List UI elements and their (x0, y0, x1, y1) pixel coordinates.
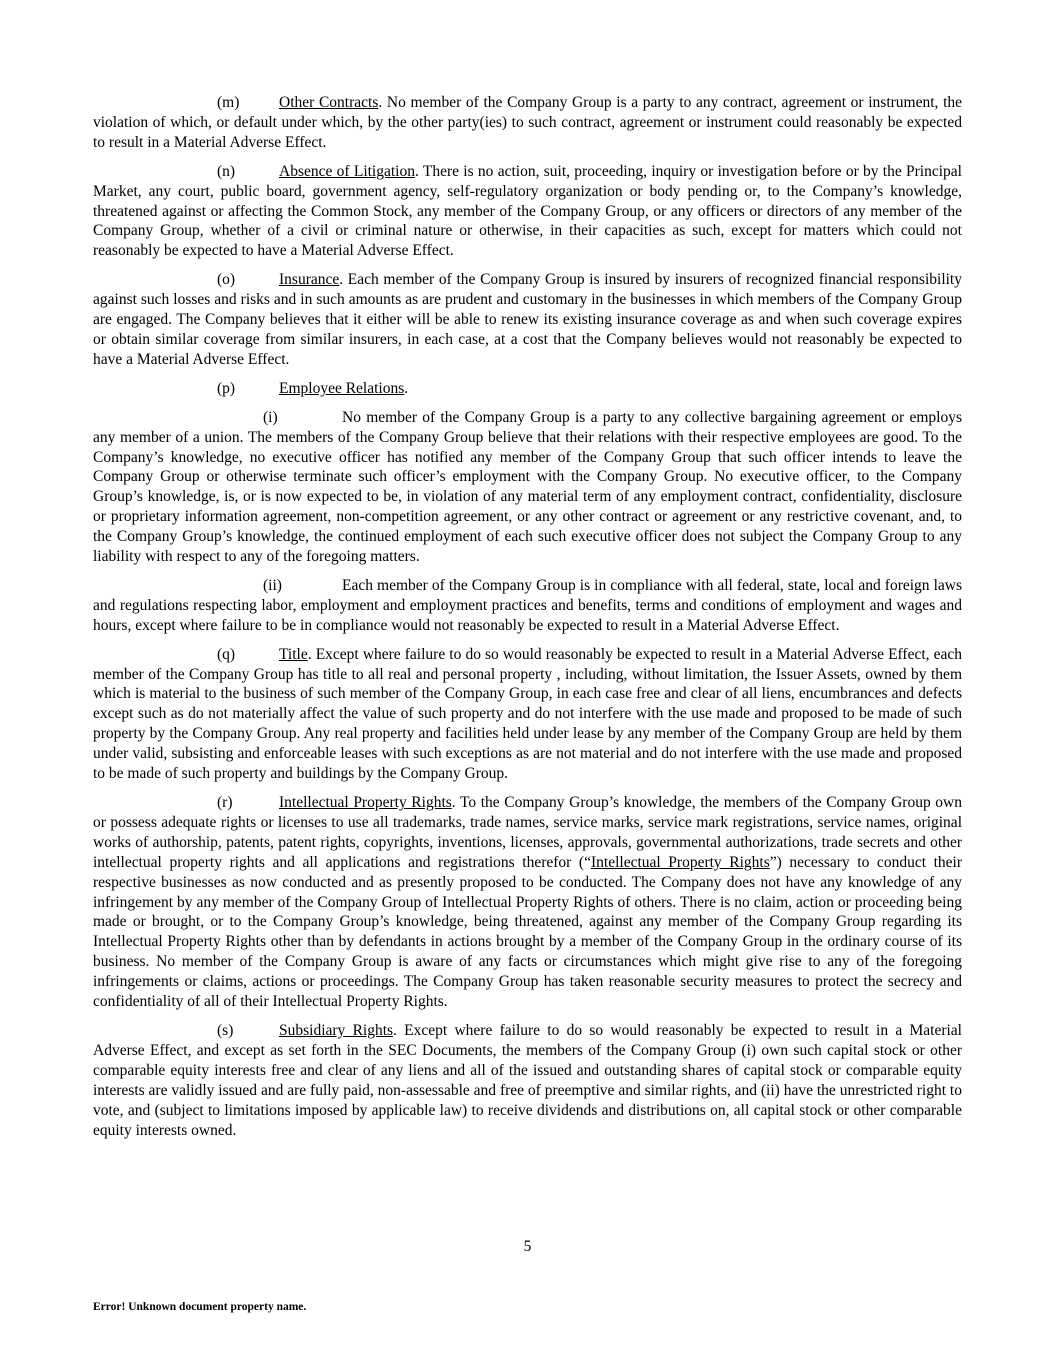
section-p-ii (93, 576, 962, 636)
section-heading: Other Contracts (279, 94, 379, 111)
section-p-i (93, 408, 962, 567)
section-heading: Title (279, 645, 308, 663)
section-text-continued: ”) necessary to conduct their respective businesses as now conducted and as presently proposed to be conducted. The Company does not have any knowledge of any infringement by any member of the Company Group of Intellectual Property Rights of others. There is no claim, action or proceeding being made or brought, or to the Company Group’s knowledge, being threatened, against any member of the Company Group regarding its Intellectual Property Rights other than by defendants in actions brought by a member of the Company Group in the ordinary course of its business. No member of the Company Group is aware of any facts or circumstances which might give rise to any of the foregoing infringements or claims, actions or proceedings. The Company Group has taken reasonable security measures to protect the secrecy and confidentiality of all of their Intellectual Property Rights. (93, 853, 963, 1011)
subsection-text: Each member of the Company Group is in compliance with all federal, state, local and foreign laws and regulations respecting labor, employment and employment practices and benefits, terms and conditions of employment and wages and hours, except where failure to be in compliance would not reasonably be expected to result in a Material Adverse Effect. (93, 576, 962, 634)
section-text: . To the Company Group’s knowledge, the members of the Company Group own or possess adequate rights or licenses to use all trademarks, trade names, service marks, service mark registrations, service names, original works of authorship, patents, patent rights, copyrights, inventions, licenses, approvals, governmental authorizations, trade secrets and other intellectual property rights and all applications and registrations therefor (“ (93, 794, 962, 871)
section-number: (p) (217, 379, 236, 397)
section-heading: Subsidiary Rights (279, 1021, 394, 1039)
section-number: (s) (217, 1021, 234, 1039)
section-o (93, 270, 962, 370)
section-number: (r) (217, 794, 233, 811)
section-n (93, 162, 962, 262)
section-s (93, 1021, 962, 1140)
footer-text: Error! Unknown document property name. (93, 1301, 307, 1313)
section-m (93, 93, 962, 153)
section-number: (o) (217, 271, 236, 289)
page-number: 5 (523, 1238, 532, 1255)
section-text: . Except where failure to do so would reasonably be expected to result in a Material Adverse Effect, each member of the Company Group has title to all real and personal property , including, without limitation, the Issuer Assets, owned by them which is material to the business of such member of the Company Group, in each case free and clear of all liens, encumbrances and defects except such as do not materially affect the value of such property and do not interfere with the use made and proposed to be made of such property by the Company Group. Any real property and facilities held under lease by any member of the Company Group are held by them under valid, subsisting and enforceable leases with such exceptions as are not material and do not interfere with the use made and proposed to be made of such property and buildings by the Company Group. (93, 645, 962, 783)
section-text: . (404, 379, 409, 397)
subsection-text: No member of the Company Group is a party to any collective bargaining agreement or employs any member of a union. The members of the Company Group believe that their relations with their respective employees are good. To the Company’s knowledge, no executive officer has notified any member of the Company Group that such officer intends to leave the Company Group or otherwise terminate such officer’s employment with the Company Group. No executive officer, to the Company Group’s knowledge, is, or is now expected to be, in violation of any material term of any employment contract, confidentiality, disclosure or proprietary information agreement, non-competition agreement, or any other contract or agreement or any restrictive covenant, and, to the Company Group’s knowledge, the continued employment of each such executive officer does not subject the Company Group to any liability with respect to any of the foregoing matters. (93, 408, 962, 566)
section-r (93, 793, 962, 1012)
subsection-number: (i) (263, 408, 278, 426)
document-body (93, 93, 962, 1149)
section-p (93, 379, 962, 399)
section-number: (q) (217, 645, 236, 663)
section-heading: Employee Relations (279, 379, 405, 397)
section-text: . There is no action, suit, proceeding, inquiry or investigation before or by the Principal Market, any court, public board, government agency, self-regulatory organization or body pending or, to the Company’s knowledge, threatened against or affecting the Common Stock, any member of the Company Group, or any officers or directors of any member of the Company Group, whether of a civil or criminal nature or otherwise, in their capacities as such, except for matters which could not reasonably be expected to have a Material Adverse Effect. (93, 162, 962, 260)
section-text: . Except where failure to do so would reasonably be expected to result in a Material Adverse Effect, and except as set forth in the SEC Documents, the members of the Company Group (i) own such capital stock or other comparable equity interests free and clear of any liens and all of the issued and outstanding shares of capital stock or comparable equity interests are validly issued and are fully paid, non-assessable and free of preemptive and similar rights, and (ii) have the unrestricted right to vote, and (subject to limitations imposed by applicable law) to receive dividends and distributions on, all capital stock or other comparable equity interests owned. (93, 1021, 962, 1139)
section-heading: Insurance (279, 271, 340, 289)
subsection-number: (ii) (263, 576, 282, 594)
section-heading: Absence of Litigation (279, 162, 415, 180)
section-text: . Each member of the Company Group is insured by insurers of recognized financial responsibility against such losses and risks and in such amounts as are prudent and customary in the businesses in which members of the Company Group are engaged. The Company believes that it either will be able to renew its existing insurance coverage as and when such coverage expires or obtain similar coverage from similar insurers, in each case, at a cost that the Company believes would not reasonably be expected to have a Material Adverse Effect. (93, 271, 962, 368)
section-q (93, 645, 962, 784)
section-text: . No member of the Company Group is a party to any contract, agreement or instrument, the violation of which, or default under which, by the other party(ies) to such contract, agreement or instrument could reasonably be expected to result in a Material Adverse Effect. (93, 94, 962, 151)
defined-term: Intellectual Property Rights (590, 853, 770, 871)
section-heading: Intellectual Property Rights (279, 794, 452, 811)
section-number: (m) (217, 94, 240, 111)
section-number: (n) (217, 162, 236, 180)
